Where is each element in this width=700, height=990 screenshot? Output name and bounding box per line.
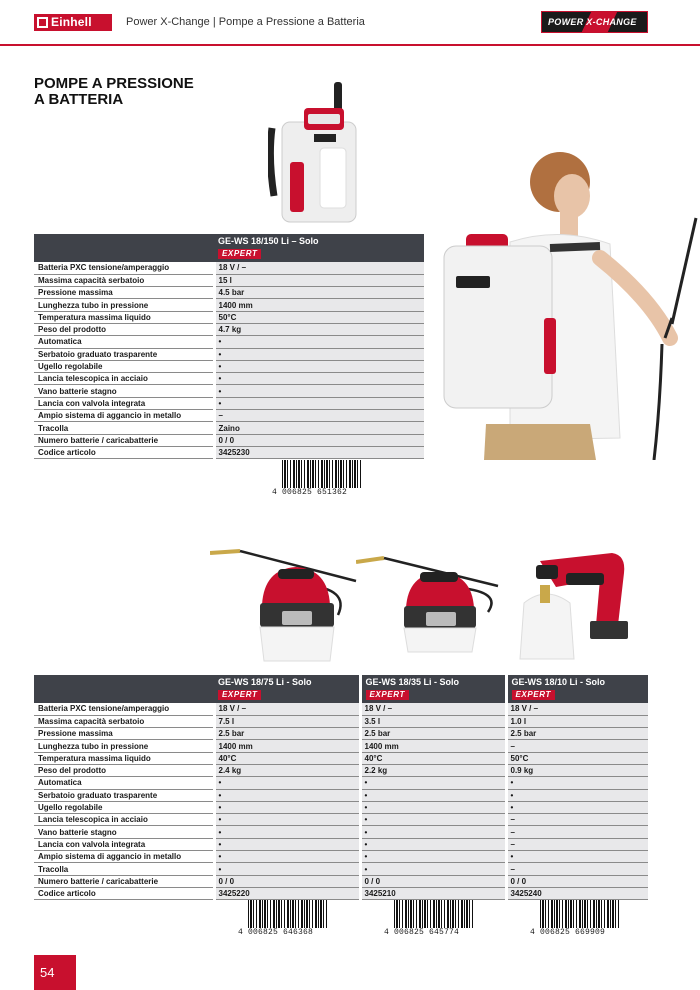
row-label: Automatica [34, 777, 214, 789]
row-value: • [214, 397, 424, 409]
table-row [34, 434, 424, 446]
row-label: Ugello regolabile [34, 801, 214, 813]
model-header [360, 675, 506, 703]
row-value: 3425220 [214, 887, 360, 899]
row-value: 18 V / – [506, 703, 648, 715]
table-row [34, 262, 424, 274]
row-value: 4.7 kg [214, 323, 424, 335]
row-label: Lancia telescopica in acciaio [34, 373, 214, 385]
table-row [34, 715, 648, 727]
row-value: 40°C [214, 752, 360, 764]
table-row [34, 348, 424, 360]
row-value: – [506, 814, 648, 826]
row-value: • [214, 348, 424, 360]
table-row [34, 863, 648, 875]
power-x-change-logo [541, 11, 648, 33]
row-value: 7.5 l [214, 715, 360, 727]
row-value: • [214, 851, 360, 863]
row-label: Temperatura massima liquido [34, 311, 214, 323]
row-label: Serbatoio graduato trasparente [34, 348, 214, 360]
header-title: Power X-Change | Pompe a Pressione a Batteria [126, 16, 365, 28]
row-value: 1.0 l [506, 715, 648, 727]
sprayer-1-0l-image [516, 545, 628, 665]
row-value: 0.9 kg [506, 764, 648, 776]
table-row [34, 274, 424, 286]
einhell-logo [34, 14, 112, 31]
row-label: Numero batterie / caricabatterie [34, 434, 214, 446]
row-value: • [214, 863, 360, 875]
row-label: Peso del prodotto [34, 323, 214, 335]
expert-badge: EXPERT [218, 690, 261, 700]
barcode-bars-icon [282, 460, 362, 488]
table-row [34, 373, 424, 385]
backpack-sprayer-image [268, 78, 362, 226]
row-value: Zaino [214, 422, 424, 434]
model-name: GE-WS 18/150 Li – Solo [218, 236, 319, 246]
row-value: 1400 mm [214, 299, 424, 311]
table-row [34, 764, 648, 776]
table-row [34, 875, 648, 887]
row-value: • [214, 789, 360, 801]
row-value: 2.5 bar [214, 728, 360, 740]
barcode [238, 900, 330, 938]
row-value: 1400 mm [214, 740, 360, 752]
table-row [34, 789, 648, 801]
row-value: 18 V / – [214, 703, 360, 715]
row-value: • [360, 801, 506, 813]
section-title-line-1: POMPE A PRESSIONE [34, 75, 194, 92]
table-row [34, 397, 424, 409]
row-value: • [506, 777, 648, 789]
table-row [34, 752, 648, 764]
row-value: • [360, 814, 506, 826]
row-value: • [214, 777, 360, 789]
spec-table-compare [34, 675, 648, 900]
row-label: Numero batterie / caricabatterie [34, 875, 214, 887]
table-row [34, 777, 648, 789]
row-label: Massima capacità serbatoio [34, 274, 214, 286]
row-label: Lunghezza tubo in pressione [34, 740, 214, 752]
row-value: • [506, 851, 648, 863]
row-label: Lancia telescopica in acciaio [34, 814, 214, 826]
barcode-number: 4 006825 646368 [238, 928, 314, 937]
row-label: Batteria PXC tensione/amperaggio [34, 703, 214, 715]
row-value: 3.5 l [360, 715, 506, 727]
row-value: • [214, 814, 360, 826]
table-row [34, 814, 648, 826]
section-title-line-2: A BATTERIA [34, 91, 124, 108]
row-value: • [360, 838, 506, 850]
row-label: Pressione massima [34, 728, 214, 740]
row-value: – [506, 838, 648, 850]
row-value: • [506, 801, 648, 813]
page-number: 54 [34, 955, 76, 990]
table-row [34, 838, 648, 850]
row-label: Pressione massima [34, 287, 214, 299]
row-label: Lancia con valvola integrata [34, 397, 214, 409]
row-label: Lunghezza tubo in pressione [34, 299, 214, 311]
row-label: Batteria PXC tensione/amperaggio [34, 262, 214, 274]
table-row [34, 446, 424, 458]
barcode-number: 4 006825 645774 [384, 928, 460, 937]
table-row [34, 360, 424, 372]
row-value: • [506, 789, 648, 801]
brand-name: Einhell [51, 15, 92, 29]
row-value: – [506, 826, 648, 838]
table-row [34, 323, 424, 335]
sprayer-3-5l-image [356, 552, 502, 662]
row-label: Peso del prodotto [34, 764, 214, 776]
table-row [34, 385, 424, 397]
barcode-number: 4 006825 669909 [530, 928, 606, 937]
row-label: Codice articolo [34, 446, 214, 458]
row-label: Automatica [34, 336, 214, 348]
table-row [34, 801, 648, 813]
row-label: Ampio sistema di aggancio in metallo [34, 851, 214, 863]
row-value: • [214, 385, 424, 397]
row-value: 0 / 0 [360, 875, 506, 887]
row-value: • [214, 826, 360, 838]
row-value: 4.5 bar [214, 287, 424, 299]
barcode-bars-icon [394, 900, 474, 928]
row-label: Tracolla [34, 863, 214, 875]
table-row [34, 740, 648, 752]
expert-badge: EXPERT [366, 690, 409, 700]
section-title [34, 76, 194, 108]
row-value: 50°C [214, 311, 424, 323]
row-value: 2.2 kg [360, 764, 506, 776]
row-value: • [360, 851, 506, 863]
row-label: Temperatura massima liquido [34, 752, 214, 764]
row-value: 0 / 0 [214, 434, 424, 446]
row-label: Vano batterie stagno [34, 385, 214, 397]
row-value: 3425230 [214, 446, 424, 458]
table-row [34, 851, 648, 863]
sprayer-7-5l-image [210, 545, 358, 665]
model-name: GE-WS 18/35 Li - Solo [365, 677, 460, 687]
row-value: • [214, 360, 424, 372]
row-label: Massima capacità serbatoio [34, 715, 214, 727]
model-header [214, 675, 360, 703]
barcode-bars-icon [540, 900, 620, 928]
spec-table-single [34, 234, 424, 459]
row-label: Vano batterie stagno [34, 826, 214, 838]
table-row [34, 887, 648, 899]
row-label: Ampio sistema di aggancio in metallo [34, 410, 214, 422]
row-value: 2.5 bar [506, 728, 648, 740]
table-row [34, 336, 424, 348]
row-value: – [506, 740, 648, 752]
row-label: Ugello regolabile [34, 360, 214, 372]
row-label: Serbatoio graduato trasparente [34, 789, 214, 801]
row-value: • [214, 373, 424, 385]
barcode-number: 4 006825 651362 [272, 488, 348, 497]
einhell-logo-mark-icon [37, 17, 48, 28]
model-header [506, 675, 648, 703]
row-value: • [214, 838, 360, 850]
row-label: Tracolla [34, 422, 214, 434]
row-value: • [360, 863, 506, 875]
row-value: – [214, 410, 424, 422]
row-value: 0 / 0 [506, 875, 648, 887]
row-label: Codice articolo [34, 887, 214, 899]
row-label: Lancia con valvola integrata [34, 838, 214, 850]
expert-badge: EXPERT [512, 690, 555, 700]
table-row [34, 410, 424, 422]
row-value: • [214, 336, 424, 348]
barcode [272, 460, 364, 498]
table-row [34, 728, 648, 740]
table-row [34, 422, 424, 434]
row-value: 1400 mm [360, 740, 506, 752]
table-row [34, 299, 424, 311]
row-value: 18 V / – [214, 262, 424, 274]
table-row [34, 826, 648, 838]
table-row [34, 311, 424, 323]
pxc-logo-text: POWER X-CHANGE [548, 17, 637, 27]
expert-badge: EXPERT [218, 249, 261, 259]
table-row [34, 703, 648, 715]
model-name: GE-WS 18/10 Li - Solo [511, 677, 606, 687]
barcode [384, 900, 476, 938]
row-value: 18 V / – [360, 703, 506, 715]
table-row [34, 287, 424, 299]
person-using-sprayer-image [440, 148, 700, 460]
row-value: • [360, 789, 506, 801]
row-value: 0 / 0 [214, 875, 360, 887]
barcode-bars-icon [248, 900, 328, 928]
row-value: 2.4 kg [214, 764, 360, 776]
page-header [0, 0, 700, 46]
row-value: • [214, 801, 360, 813]
row-value: 50°C [506, 752, 648, 764]
barcode [530, 900, 622, 938]
row-value: 3425210 [360, 887, 506, 899]
row-value: 2.5 bar [360, 728, 506, 740]
row-value: 40°C [360, 752, 506, 764]
row-value: 15 l [214, 274, 424, 286]
row-value: – [506, 863, 648, 875]
row-value: • [360, 826, 506, 838]
row-value: • [360, 777, 506, 789]
row-value: 3425240 [506, 887, 648, 899]
model-header [214, 234, 424, 262]
model-name: GE-WS 18/75 Li - Solo [218, 677, 312, 687]
